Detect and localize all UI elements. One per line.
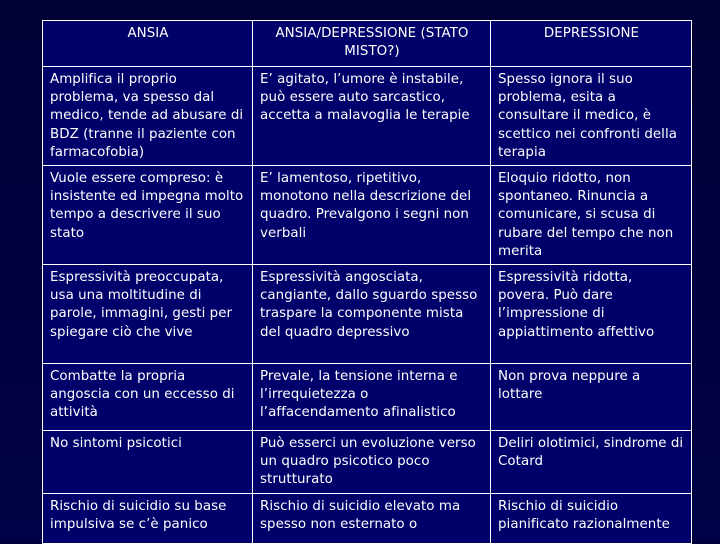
table-cell: Espressività preoccupata, usa una moltitudine di parole, immagini, gesti per spiegare ciò che vive	[43, 265, 253, 364]
table-header-row	[43, 21, 692, 67]
header-ansia: ANSIA	[43, 21, 253, 67]
table-cell: Amplifica il proprio problema, va spesso dal medico, tende ad abusare di BDZ (tranne il paziente con farmacofobia)	[43, 67, 253, 166]
table-cell: E’ agitato, l’umore è instabile, può essere auto sarcastico, accetta a malavoglia le terapie	[253, 67, 491, 166]
header-depressione: DEPRESSIONE	[491, 21, 692, 67]
table-cell: Non prova neppure a lottare	[491, 364, 692, 431]
table-row	[43, 431, 692, 494]
table-cell: Eloquio ridotto, non spontaneo. Rinuncia a comunicare, si scusa di rubare del tempo che non merita	[491, 166, 692, 265]
comparison-table	[42, 20, 692, 544]
table-cell: Prevale, la tensione interna e l’irrequietezza o l’affacendamento afinalistico	[253, 364, 491, 431]
table-row	[43, 364, 692, 431]
table-cell: Deliri olotimici, sindrome di Cotard	[491, 431, 692, 494]
header-ansia-depressione: ANSIA/DEPRESSIONE (STATO MISTO?)	[253, 21, 491, 67]
table-cell: No sintomi psicotici	[43, 431, 253, 494]
table-cell: Rischio di suicidio elevato ma spesso non esternato o	[253, 493, 491, 543]
table-cell: Combatte la propria angoscia con un eccesso di attività	[43, 364, 253, 431]
table-cell: Vuole essere compreso: è insistente ed impegna molto tempo a descrivere il suo stato	[43, 166, 253, 265]
table-cell: Può esserci un evoluzione verso un quadro psicotico poco strutturato	[253, 431, 491, 494]
table-row	[43, 265, 692, 364]
table-cell: E’ lamentoso, ripetitivo, monotono nella descrizione del quadro. Prevalgono i segni non verbali	[253, 166, 491, 265]
table-row	[43, 67, 692, 166]
table-cell: Espressività ridotta, povera. Può dare l’impressione di appiattimento affettivo	[491, 265, 692, 364]
table-row	[43, 493, 692, 543]
table-cell: Spesso ignora il suo problema, esita a consultare il medico, è scettico nei confronti della terapia	[491, 67, 692, 166]
table-cell: Rischio di suicidio pianificato razionalmente	[491, 493, 692, 543]
table-cell: Espressività angosciata, cangiante, dallo sguardo spesso traspare la componente mista del quadro depressivo	[253, 265, 491, 364]
table-row	[43, 166, 692, 265]
table-cell: Rischio di suicidio su base impulsiva se c’è panico	[43, 493, 253, 543]
